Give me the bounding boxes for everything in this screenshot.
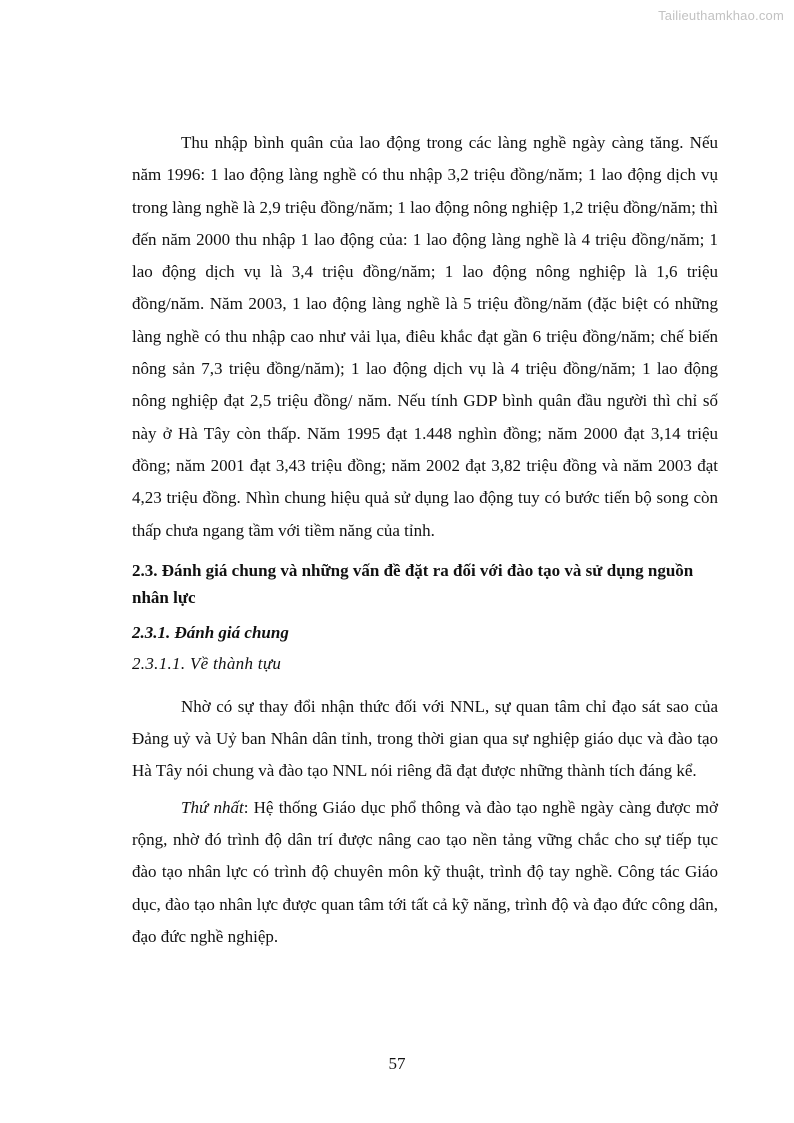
section-heading-2-3-1: 2.3.1. Đánh giá chung (132, 622, 289, 642)
section-heading-2-3-1-1: 2.3.1.1. Về thành tựu (132, 653, 282, 673)
paragraph-first-point-body: : Hệ thống Giáo dục phổ thông và đào tạo nghề ngày càng được mở rộng, nhờ đó trình độ dân trí được nâng cao tạo nền tảng vững chắc cho sự tiếp tục đào tạo nhân lực có trình độ chuyên môn kỹ thuật, trình độ tay nghề. Công tác Giáo dục, đào tạo nhân lực được quan tâm tới tất cả kỹ năng, trình độ và đạo đức công dân, đạo đức nghề nghiệp. (132, 797, 718, 946)
paragraph-lead-label: Thứ nhất (181, 797, 244, 817)
paragraph-achievements: Nhờ có sự thay đổi nhận thức đối với NNL, sự quan tâm chỉ đạo sát sao của Đảng uỷ và Uỷ ban Nhân dân tỉnh, trong thời gian qua sự nghiệp giáo dục và đào tạo Hà Tây nói chung và đào tạo NNL nói riêng đã đạt được những thành tích đáng kể. (132, 696, 718, 781)
page-body (132, 127, 718, 953)
section-heading-2-3: 2.3. Đánh giá chung và những vấn đề đặt ra đối với đào tạo và sử dụng nguồn nhân lực (132, 560, 694, 607)
paragraph-income: Thu nhập bình quân của lao động trong các làng nghề ngày càng tăng. Nếu năm 1996: 1 lao động làng nghề có thu nhập 3,2 triệu đồng/năm; 1 lao động dịch vụ trong làng nghề là 2,9 triệu đồng/năm; 1 lao động nông nghiệp 1,2 triệu đồng/năm; thì đến năm 2000 thu nhập 1 lao động của: 1 lao động làng nghề là 4 triệu đồng/năm; 1 lao động dịch vụ là 3,4 triệu đồng/năm; 1 lao động nông nghiệp là 1,6 triệu đồng/năm. Năm 2003, 1 lao động làng nghề là 5 triệu đồng/năm (đặc biệt có những làng nghề có thu nhập cao như vải lụa, điêu khắc đạt gần 6 triệu đồng/năm; chế biến nông sản 7,3 triệu đồng/năm); 1 lao động dịch vụ là 4 triệu đồng/năm; 1 lao động nông nghiệp đạt 2,5 triệu đồng/ năm. Nếu tính GDP bình quân đầu người thì chỉ số này ở Hà Tây còn thấp. Năm 1995 đạt 1.448 nghìn đồng; năm 2000 đạt 3,14 triệu đồng; năm 2001 đạt 3,43 triệu đồng; năm 2002 đạt 3,82 triệu đồng và năm 2003 đạt 4,23 triệu đồng. Nhìn chung hiệu quả sử dụng lao động tuy có bước tiến bộ song còn thấp chưa ngang tầm với tiềm năng của tỉnh. (132, 133, 718, 540)
page-number: 57 (388, 1054, 406, 1073)
paragraph-first-point (132, 792, 718, 953)
watermark: Tailieuthamkhao.com (658, 8, 784, 23)
